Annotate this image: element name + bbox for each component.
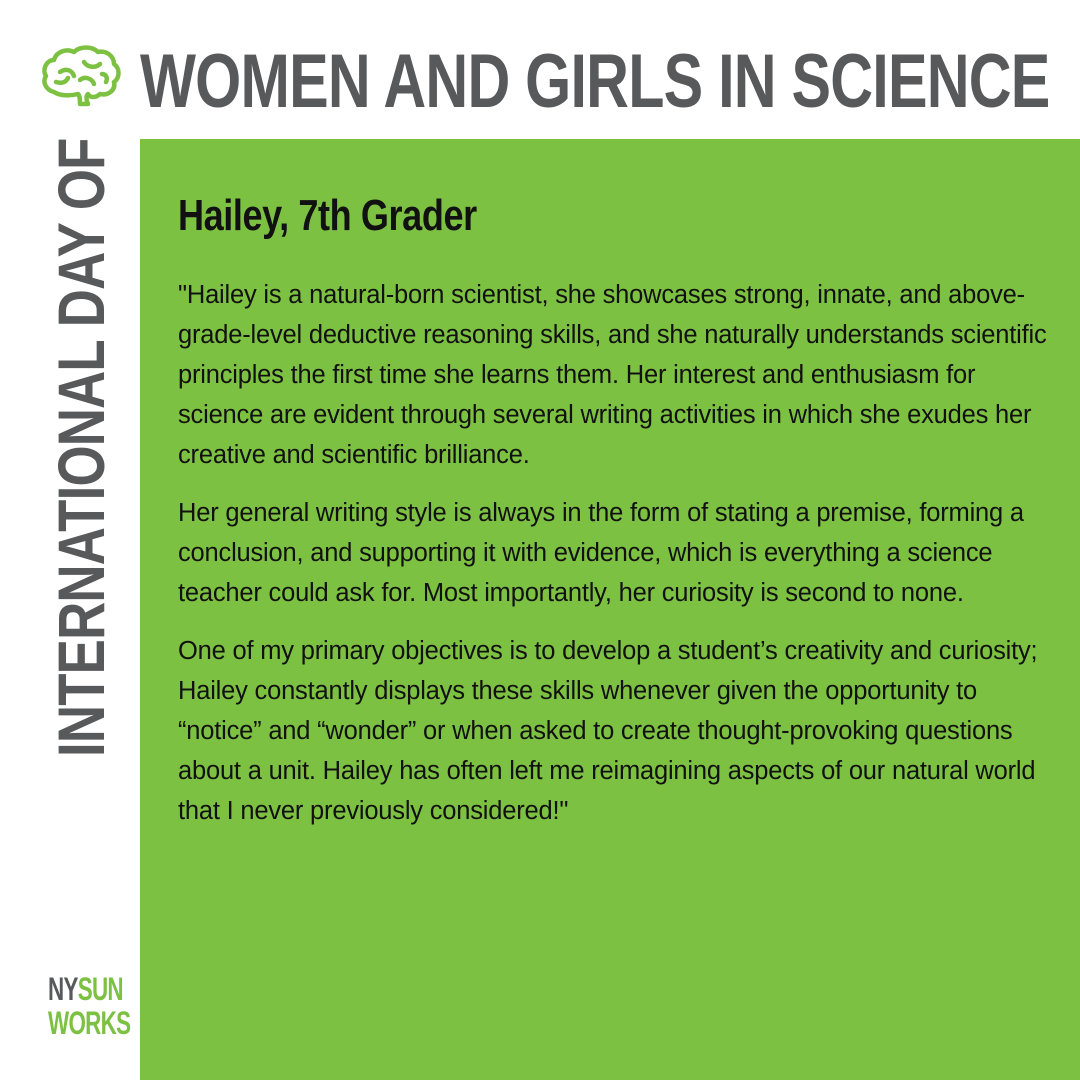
logo-line-1 [48, 971, 123, 1007]
student-name: Hailey, 7th Grader [178, 191, 477, 240]
page-title: WOMEN AND GIRLS IN SCIENCE [140, 39, 1050, 124]
quote-paragraph: One of my primary objectives is to develop a student’s creativity and curiosity; Hailey constantly displays these skills whenever given the opportunity to “notice” and “wonder” or when asked to create thought-provoking questions about a unit. Hailey has often left me reimagining aspects of our natural world that I never previously considered!" [178, 637, 1038, 825]
logo-sun: SUN [77, 971, 123, 1007]
vertical-title: INTERNATIONAL DAY OF [44, 138, 118, 757]
nysunworks-logo [48, 971, 131, 1041]
logo-works: WORKS [48, 1005, 131, 1041]
brain-icon [40, 44, 122, 110]
logo-ny: NY [48, 971, 78, 1007]
quote-paragraph: Her general writing style is always in the form of stating a premise, forming a conclusion, and supporting it with evidence, which is everything a science teacher could ask for. Most importantly, her curiosity is second to none. [178, 499, 1024, 607]
teacher-quote [178, 275, 1048, 849]
quote-paragraph: "Hailey is a natural-born scientist, she showcases strong, innate, and above-grade-level deductive reasoning skills, and she naturally understands scientific principles the first time she learns them. Her interest and enthusiasm for science are evident through several writing activities in which she exudes her creative and scientific brilliance. [178, 281, 1047, 469]
